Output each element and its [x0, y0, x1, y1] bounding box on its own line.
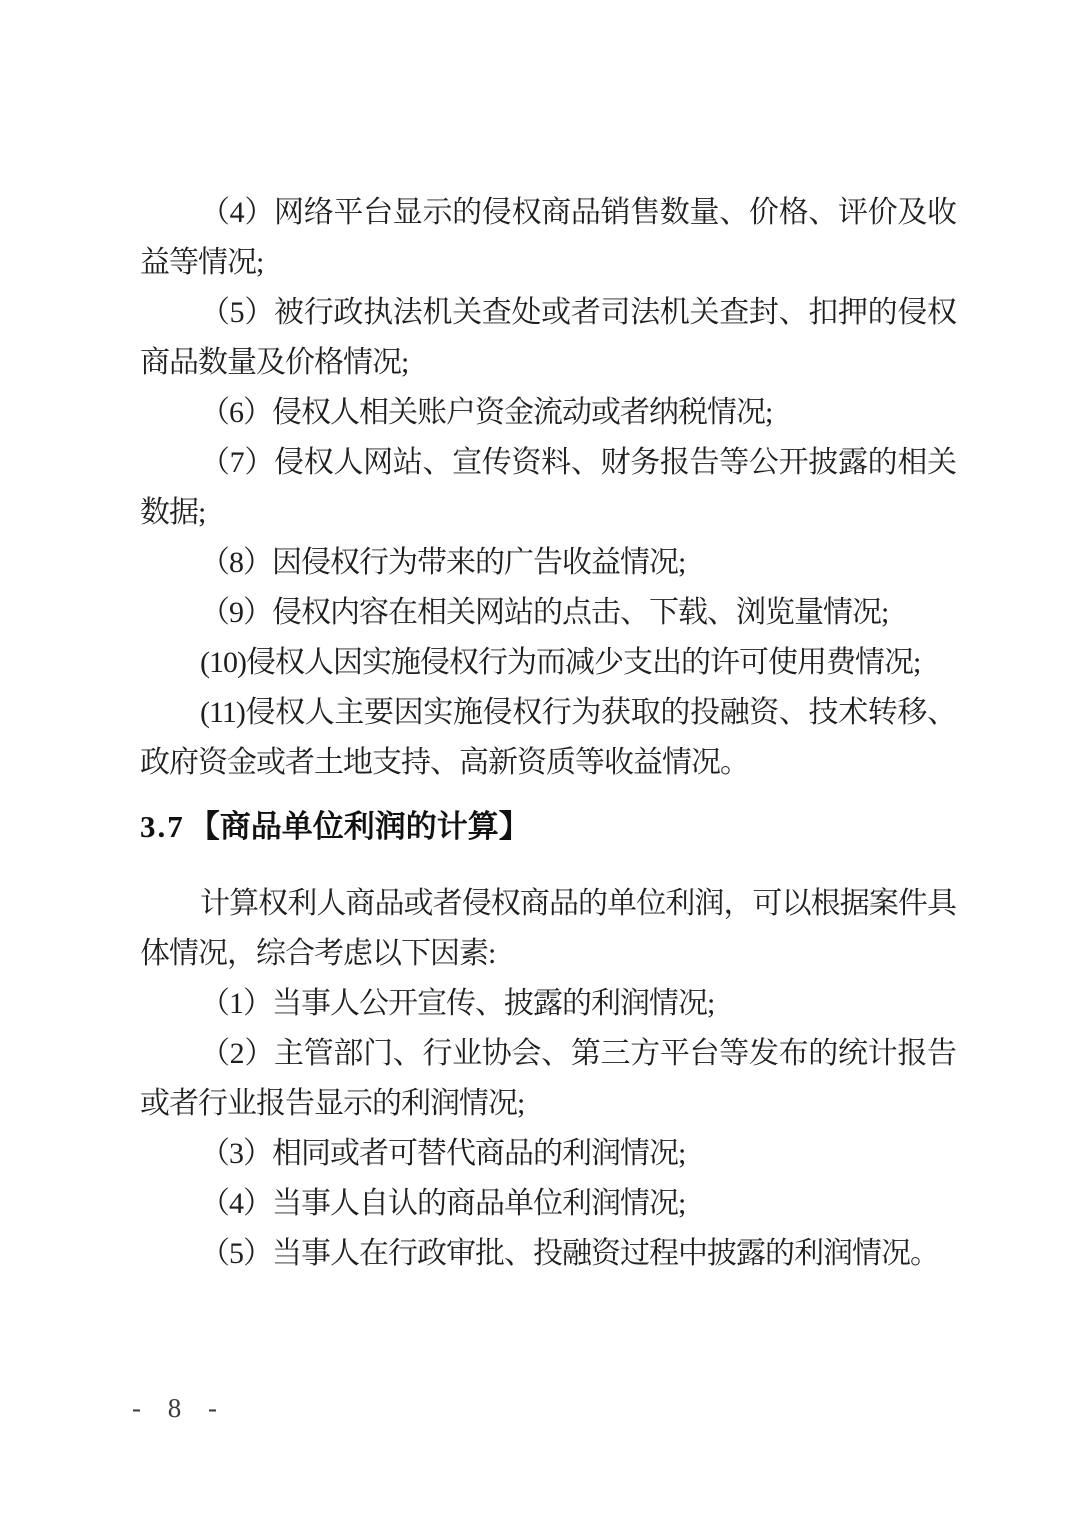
evidence-item-8: （8）因侵权行为带来的广告收益情况;: [200, 546, 686, 579]
section-number: 3.7: [140, 809, 185, 844]
evidence-item-11: (11)侵权人主要因实施侵权行为获取的投融资、技术转移、政府资金或者土地支持、高新资质等收益情况。: [140, 696, 956, 779]
evidence-item-7: （7）侵权人网站、宣传资料、财务报告等公开披露的相关数据;: [140, 446, 956, 529]
evidence-item-10: (10)侵权人因实施侵权行为而减少支出的许可使用费情况;: [200, 646, 921, 679]
intro-paragraph: 计算权利人商品或者侵权商品的单位利润，可以根据案件具体情况，综合考虑以下因素:: [140, 887, 956, 970]
factor-item-2: （2）主管部门、行业协会、第三方平台等发布的统计报告或者行业报告显示的利润情况;: [140, 1037, 956, 1120]
page-number: - 8 -: [132, 1393, 227, 1423]
evidence-item-5: （5）被行政执法机关查处或者司法机关查封、扣押的侵权商品数量及价格情况;: [140, 296, 956, 379]
evidence-item-9: （9）侵权内容在相关网站的点击、下载、浏览量情况;: [200, 596, 889, 629]
factor-item-4: （4）当事人自认的商品单位利润情况;: [200, 1187, 686, 1220]
factor-item-3: （3）相同或者可替代商品的利润情况;: [200, 1137, 686, 1170]
factor-item-1: （1）当事人公开宣传、披露的利润情况;: [200, 987, 715, 1020]
section-heading: [140, 802, 956, 852]
section-title: 【商品单位利润的计算】: [188, 809, 530, 844]
document-body: [140, 188, 956, 1279]
evidence-item-6: （6）侵权人相关账户资金流动或者纳税情况;: [200, 396, 773, 429]
factor-item-5: （5）当事人在行政审批、投融资过程中披露的利润情况。: [200, 1237, 939, 1270]
evidence-item-4: （4）网络平台显示的侵权商品销售数量、价格、评价及收益等情况;: [140, 196, 956, 279]
